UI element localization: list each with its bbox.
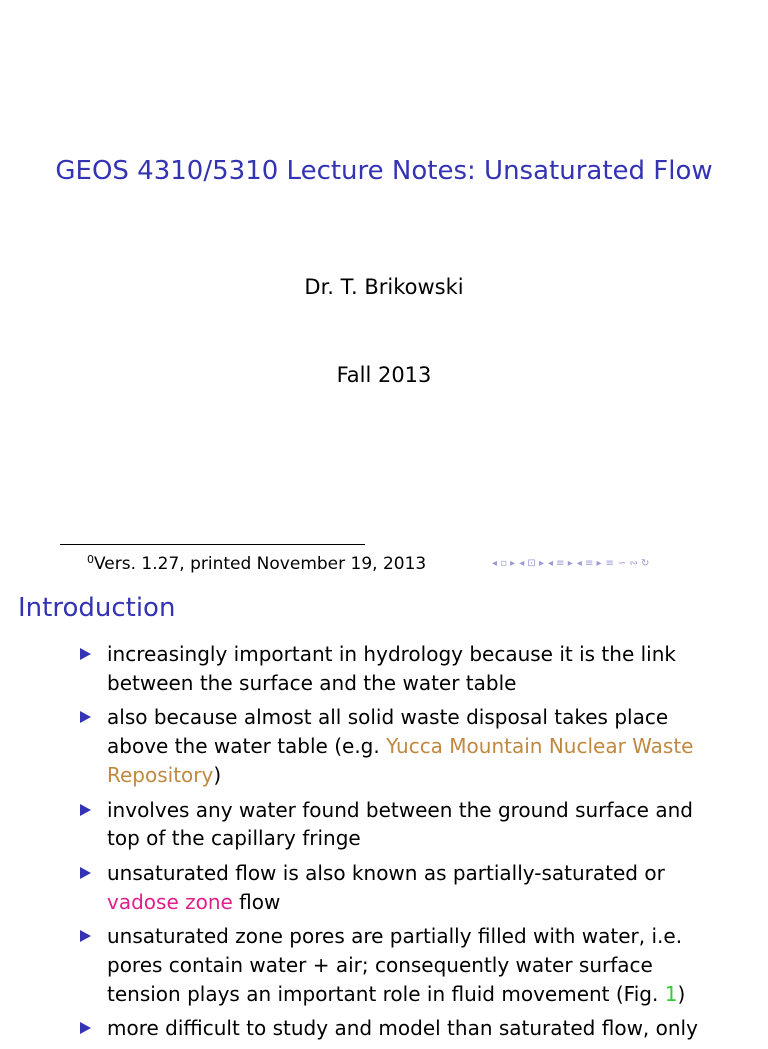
- figure-reference-link[interactable]: 1: [664, 981, 678, 1006]
- bullet-triangle-icon: [80, 648, 91, 660]
- introduction-slide: [0, 584, 768, 1041]
- bullet-text: more difficult to study and model than saturated flow, only: [107, 1016, 698, 1041]
- nav-subsection-list-icon[interactable]: ◂ ≡ ▸: [576, 558, 602, 569]
- list-item: [80, 703, 720, 789]
- list-item: [80, 859, 720, 916]
- bullet-text: increasingly important in hydrology because it is the link between the surface and the water table: [107, 642, 676, 695]
- yucca-mountain-link[interactable]: Yucca Mountain Nuclear Waste Repository: [107, 734, 694, 787]
- beamer-navigation-bar[interactable]: [492, 555, 760, 573]
- list-item: [80, 796, 720, 853]
- lecture-date: Fall 2013: [336, 363, 432, 387]
- bullet-text-end: ): [213, 762, 222, 787]
- author-name: Dr. T. Brikowski: [304, 275, 464, 299]
- list-item: [80, 640, 720, 697]
- bullet-text-end: ): [677, 981, 686, 1006]
- bullet-triangle-icon: [80, 1022, 91, 1034]
- nav-toc-icon[interactable]: ≡: [605, 558, 614, 569]
- footnote: [87, 548, 426, 576]
- nav-search-icon[interactable]: ∽ ∾ ↻: [617, 558, 650, 569]
- list-item: [80, 1014, 720, 1043]
- bullet-triangle-icon: [80, 867, 91, 879]
- bullet-list: [80, 640, 720, 1049]
- footnote-mark: 0: [87, 553, 94, 566]
- nav-frame-icon[interactable]: ◂ ▫ ▸: [492, 558, 516, 569]
- frame-title: Introduction: [18, 593, 176, 623]
- lecture-title: GEOS 4310/5310 Lecture Notes: Unsaturated Flow: [55, 156, 713, 186]
- nav-subsection-icon[interactable]: ◂ ⊡ ▸: [519, 558, 544, 569]
- footnote-text: Vers. 1.27, printed November 19, 2013: [94, 554, 427, 574]
- list-item: [80, 922, 720, 1008]
- bullet-triangle-icon: [80, 804, 91, 816]
- bullet-text: involves any water found between the ground surface and top of the capillary fringe: [107, 797, 693, 851]
- footnote-rule: [60, 544, 365, 545]
- bullet-text: unsaturated zone pores are partially filled with water, i.e. pores contain water + air; consequently water surface tension plays an important role in fluid movement (Fig.: [107, 924, 683, 1006]
- bullet-text: also because almost all solid waste disposal takes place above the water table (e.g.: [107, 705, 669, 759]
- nav-section-icon[interactable]: ◂ ≡ ▸: [547, 558, 573, 569]
- bullet-text-end: flow: [232, 889, 281, 914]
- vadose-zone-link[interactable]: vadose zone: [107, 889, 233, 914]
- bullet-text: unsaturated flow is also known as partially-saturated or: [107, 860, 665, 885]
- bullet-triangle-icon: [80, 930, 91, 942]
- bullet-triangle-icon: [80, 711, 91, 723]
